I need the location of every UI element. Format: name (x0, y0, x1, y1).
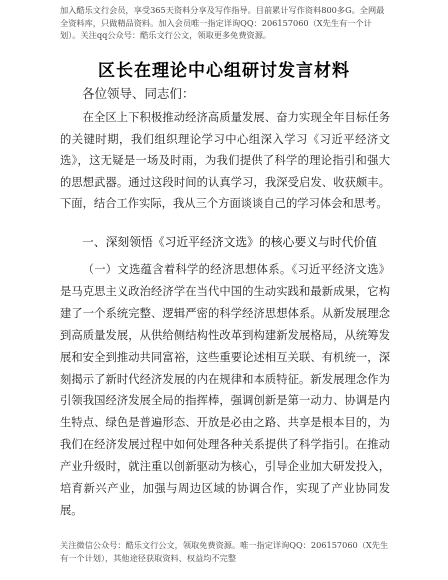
intro-paragraph: 在全区上下积极推动经济高质量发展、奋力实现全年目标任务的关键时期，我们组织理论学习中心组深入学习《习近平经济文选》，这无疑是一场及时雨，为我们提供了科学的理论指引和强大的思想武器。通过这段时间的认真学习，我深受启发、收获颇丰。下面，结合工作实际，我从三个方面谈谈自己的学习体会和思考。 (60, 111, 390, 210)
section-heading: 一、深刻领悟《习近平经济文选》的核心要义与时代价值 (82, 235, 377, 249)
footer-note: 关注微信公众号：酷乐文行公文，领取免费资源。唯一指定详询QQ：206157060（X先生有一个计划），其他途径获取资料、权益均不完整 (60, 540, 389, 563)
header-note: 加入酷乐文行会员，享受365天资料分享及写作指导。目前累计写作资料800多G。全网最全资料库，只做精品资料。加入会员唯一指定详询QQ：206157060（X先生有一个计划）。关注qq公众号：酷乐文行公文，领取更多免费资源。 (60, 5, 385, 40)
salutation: 各位领导、同志们： (82, 86, 195, 101)
document-title: 区长在理论中心组研讨发言材料 (98, 61, 350, 81)
section-paragraph: （一）文选蕴含着科学的经济思想体系。《习近平经济文选》是马克思主义政治经济学在当代中国的生动实践和最新成果，它构建了一个系统完整、逻辑严密的科学经济思想体系。从新发展理念到高质量发展，从供给侧结构性改革到构建新发展格局，从统筹发展和安全到推动共同富裕，这些重要论述相互关联、有机统一，深刻揭示了新时代经济发展的内在规律和本质特征。新发展理念作为引领我国经济发展全局的指挥棒，强调创新是第一动力、协调是内生特点、绿色是普遍形态、开放是必由之路、共享是根本目的，为我们在经济发展过程中如何处理各种关系提供了科学指引。在推动产业升级时，就注重以创新驱动为核心，引导企业加大研发投入，培育新兴产业，加强与周边区域的协调合作，实现了产业协同发展。 (60, 263, 390, 517)
section-paragraph-block (60, 259, 390, 522)
intro-paragraph-block (60, 107, 390, 215)
